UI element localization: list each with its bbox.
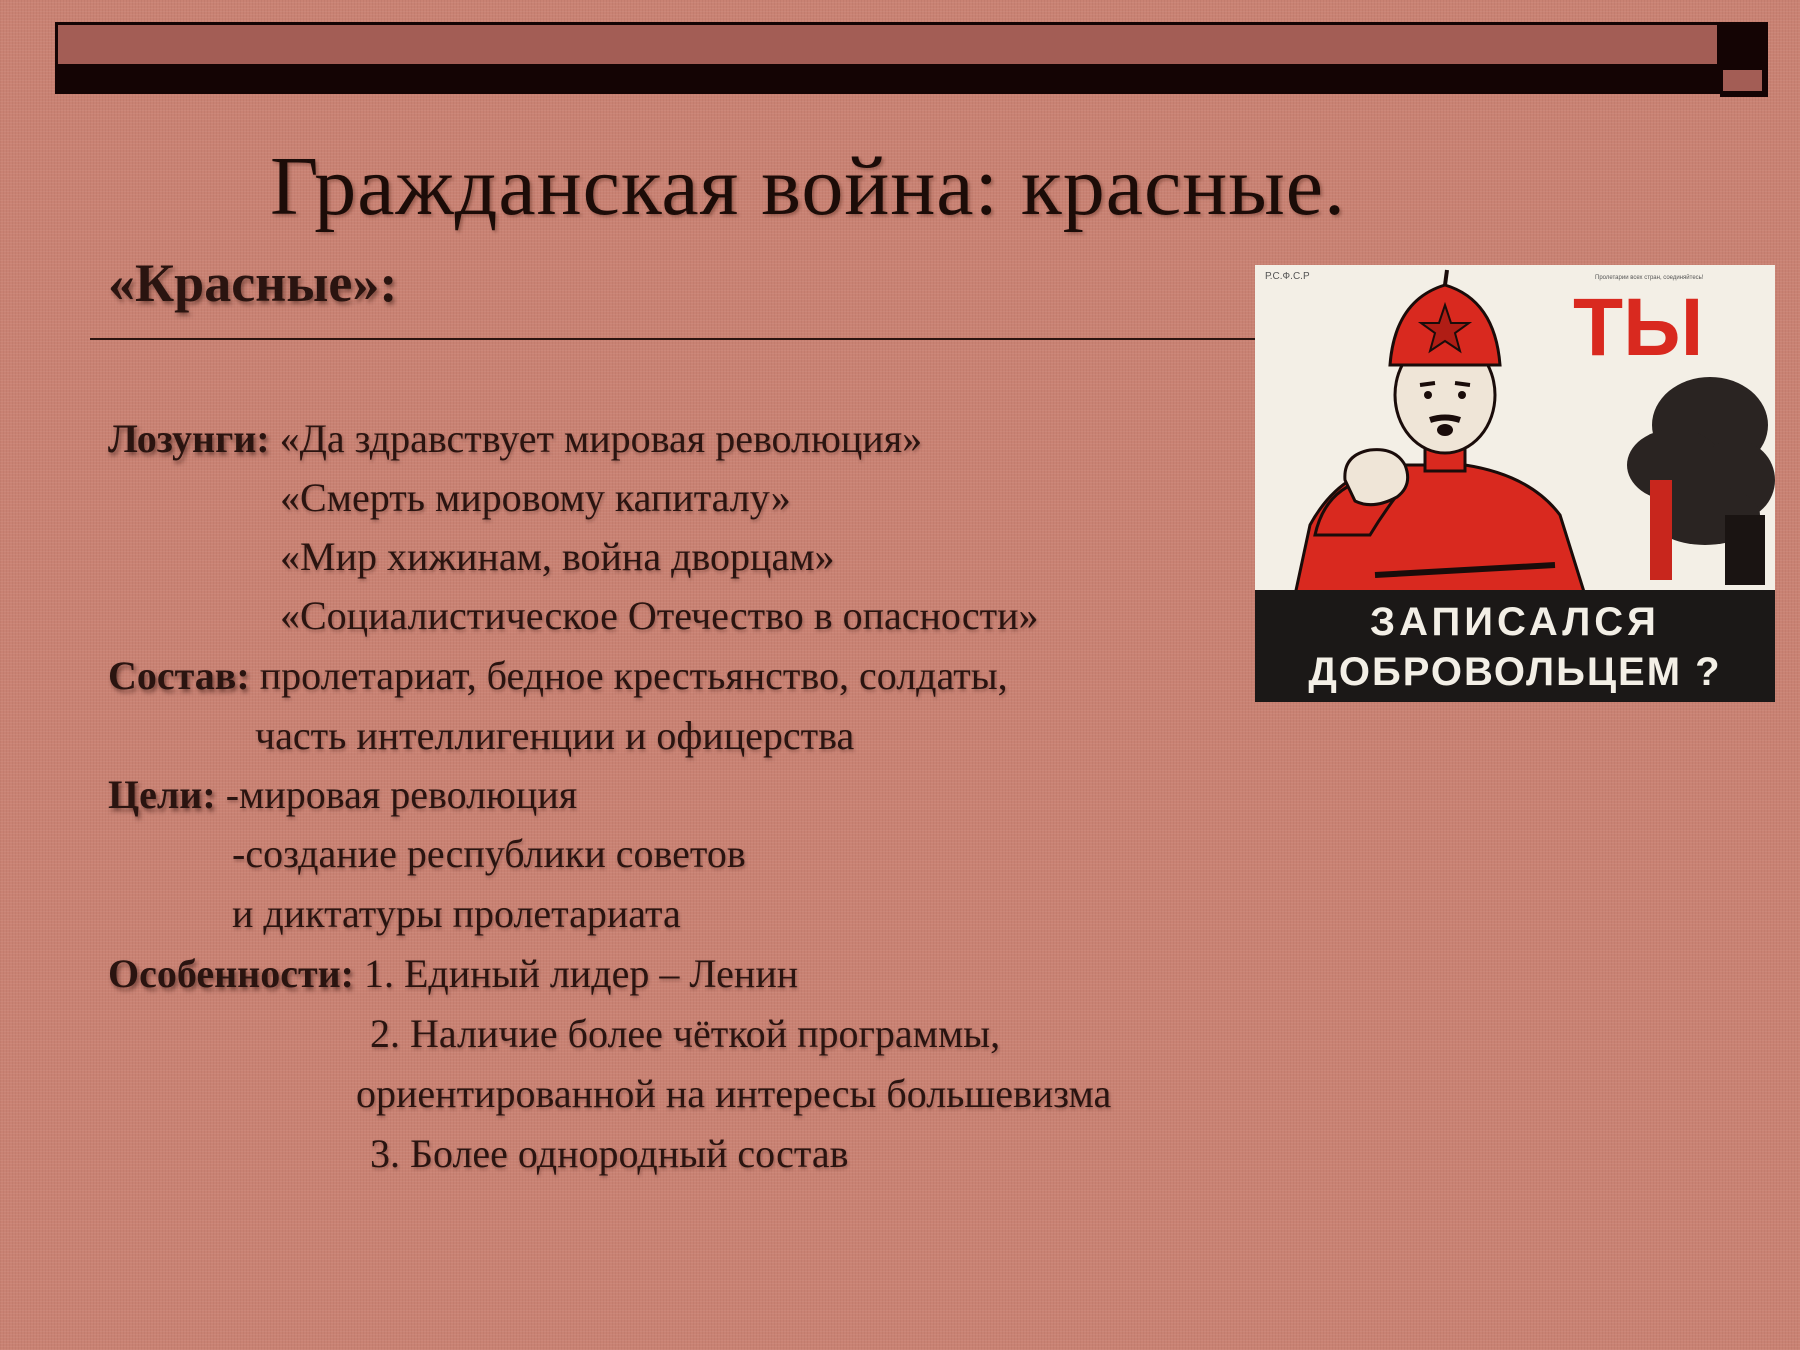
composition-text: часть интеллигенции и офицерства [255, 713, 855, 758]
composition-row [108, 652, 1008, 699]
composition-text: пролетариат, бедное крестьянство, солдаты, [259, 653, 1008, 698]
goal-item: и диктатуры пролетариата [232, 891, 681, 936]
feature-item: 3. Более однородный состав [370, 1131, 849, 1176]
goal-item: -создание республики советов [232, 831, 746, 876]
top-bar-end-inner [1720, 67, 1765, 94]
features-row [108, 950, 798, 997]
pointing-hand-icon [1345, 450, 1408, 505]
poster-caption-line1: ЗАПИСАЛСЯ [1370, 600, 1660, 644]
composition-label: Состав: [108, 653, 250, 698]
feature-item: ориентированной на интересы большевизма [356, 1071, 1112, 1116]
top-decorative-bar [55, 22, 1768, 97]
top-bar-dark-strip [55, 67, 1720, 94]
slogan-item: «Социалистическое Отечество в опасности» [280, 593, 1039, 638]
slogans-label: Лозунги: [108, 416, 270, 461]
goal-item: -мировая революция [225, 772, 578, 817]
poster-header-right: Пролетарии всех стран, соединяйтесь! [1595, 275, 1704, 281]
chimney-shape [1650, 480, 1672, 580]
slogan-item: «Да здравствует мировая революция» [279, 416, 923, 461]
poster-illustration [1255, 265, 1775, 702]
feature-item: 2. Наличие более чёткой программы, [370, 1011, 1001, 1056]
goals-label: Цели: [108, 772, 216, 817]
poster-big-word: ТЫ [1573, 282, 1704, 373]
poster-caption-line2: ДОБРОВОЛЬЦЕМ ? [1308, 650, 1722, 694]
poster-header-left: Р.С.Ф.С.Р [1265, 271, 1310, 282]
propaganda-poster [1255, 265, 1775, 702]
factory-shape [1725, 515, 1765, 585]
slogan-item: «Мир хижинам, война дворцам» [280, 534, 835, 579]
top-bar-light-strip [55, 22, 1720, 67]
slide-title: Гражданская война: красные. [270, 140, 1346, 233]
features-label: Особенности: [108, 951, 354, 996]
feature-item: 1. Единый лидер – Ленин [363, 951, 799, 996]
slogans-row [108, 415, 922, 462]
goals-row [108, 771, 577, 818]
subtitle-divider [90, 338, 1260, 340]
slide-subtitle: «Красные»: [108, 253, 398, 313]
slogan-item: «Смерть мировому капиталу» [280, 475, 791, 520]
mustache-shape [1430, 418, 1460, 421]
